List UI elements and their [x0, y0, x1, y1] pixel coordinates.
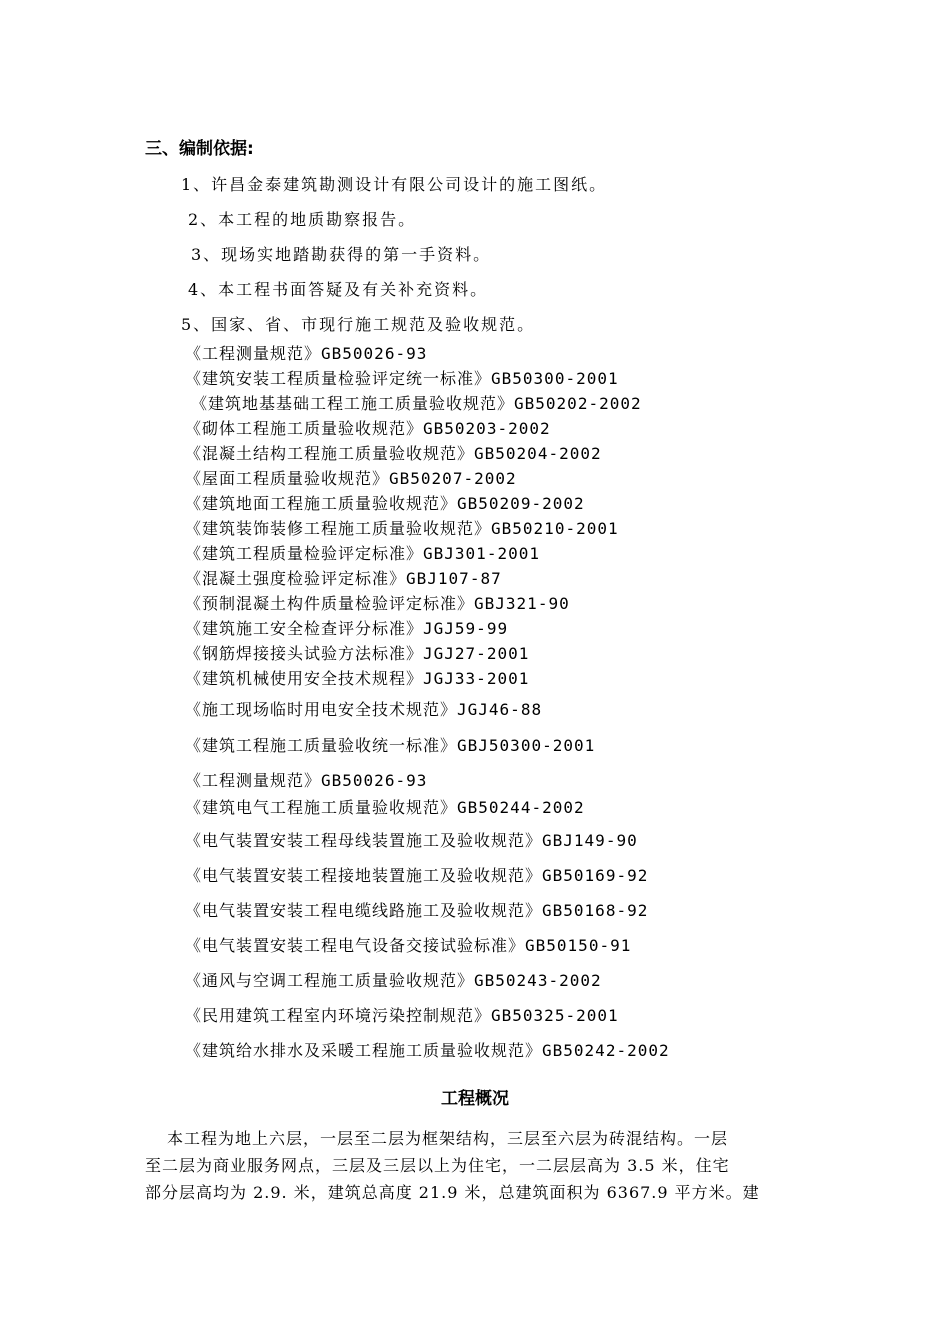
standard-name: 《建筑工程质量检验评定标准》: [185, 544, 424, 563]
standard-name: 《通风与空调工程施工质量验收规范》: [185, 971, 475, 990]
standard-code: GB50244-2002: [457, 798, 585, 817]
standard-name: 《电气装置安装工程接地装置施工及验收规范》: [185, 866, 543, 885]
basis-item: 5、国家、省、市现行施工规范及验收规范。: [181, 315, 536, 334]
standard-code: GB50207-2002: [389, 469, 517, 488]
standard-code: GBJ149-90: [542, 831, 638, 850]
standard-name: 《混凝土结构工程施工质量验收规范》: [185, 444, 475, 463]
standard-item: [185, 541, 540, 564]
standard-code: GB50203-2002: [423, 419, 551, 438]
standard-code: GB50242-2002: [542, 1041, 670, 1060]
standard-code: GB50210-2001: [491, 519, 619, 538]
standard-code: GB50026-93: [321, 771, 428, 790]
standard-item: [185, 491, 585, 514]
standard-name: 《建筑地面工程施工质量验收规范》: [185, 494, 458, 513]
standard-name: 《砌体工程施工质量验收规范》: [185, 419, 424, 438]
basis-item: 4、本工程书面答疑及有关补充资料。: [188, 280, 489, 299]
standard-item: [185, 898, 648, 921]
overview-line: 至二层为商业服务网点，三层及三层以上为住宅，一二层层高为 3.5 米，住宅: [145, 1156, 730, 1175]
standard-code: GB50204-2002: [474, 444, 602, 463]
standard-item: [185, 616, 508, 639]
standard-item: [185, 566, 502, 589]
standard-name: 《建筑机械使用安全技术规程》: [185, 669, 424, 688]
standard-code: JGJ46-88: [457, 700, 543, 719]
standard-code: GBJ50300-2001: [457, 736, 596, 755]
standard-code: GBJ107-87: [406, 569, 502, 588]
standard-item: [185, 968, 602, 991]
standard-item: [185, 416, 551, 439]
standard-code: GB50300-2001: [491, 369, 619, 388]
standard-name: 《建筑电气工程施工质量验收规范》: [185, 798, 458, 817]
overview-line: 部分层高均为 2.9. 米，建筑总高度 21.9 米，总建筑面积为 6367.9 平方米。建: [145, 1183, 760, 1202]
standard-item: [185, 1003, 619, 1026]
standard-item: [185, 516, 619, 539]
standard-code: GBJ321-90: [474, 594, 570, 613]
standard-name: 《建筑给水排水及采暖工程施工质量验收规范》: [185, 1041, 543, 1060]
standard-item: [185, 863, 648, 886]
standard-name: 《电气装置安装工程电缆线路施工及验收规范》: [185, 901, 543, 920]
standard-name: 《建筑地基基础工程工施工质量验收规范》: [191, 394, 515, 413]
section-title-overview: 工程概况: [441, 1089, 509, 1109]
standard-code: GBJ301-2001: [423, 544, 540, 563]
standard-item: [185, 828, 638, 851]
overview-line: 本工程为地上六层，一层至二层为框架结构，三层至六层为砖混结构。一层: [167, 1129, 729, 1148]
basis-item: 3、现场实地踏勘获得的第一手资料。: [191, 245, 492, 264]
standard-item: [185, 666, 529, 689]
standard-code: GB50150-91: [525, 936, 632, 955]
standard-code: JGJ33-2001: [423, 669, 530, 688]
overview-paragraph: [145, 1125, 810, 1206]
standard-code: GB50168-92: [542, 901, 649, 920]
standard-name: 《民用建筑工程室内环境污染控制规范》: [185, 1006, 492, 1025]
standard-code: GB50209-2002: [457, 494, 585, 513]
standard-item: [185, 768, 427, 791]
standard-item: [185, 366, 619, 389]
standard-name: 《建筑装饰装修工程施工质量验收规范》: [185, 519, 492, 538]
standard-name: 《建筑安装工程质量检验评定统一标准》: [185, 369, 492, 388]
basis-item: 1、许昌金泰建筑勘测设计有限公司设计的施工图纸。: [181, 175, 608, 194]
standard-code: GB50026-93: [321, 344, 428, 363]
standard-item: [185, 591, 570, 614]
standard-name: 《电气装置安装工程母线装置施工及验收规范》: [185, 831, 543, 850]
standard-code: GB50169-92: [542, 866, 649, 885]
standard-name: 《预制混凝土构件质量检验评定标准》: [185, 594, 475, 613]
section-heading-basis: 三、编制依据:: [145, 139, 254, 159]
standard-item: [185, 1038, 670, 1061]
standard-name: 《混凝土强度检验评定标准》: [185, 569, 407, 588]
standard-code: JGJ27-2001: [423, 644, 530, 663]
standard-name: 《屋面工程质量验收规范》: [185, 469, 390, 488]
standard-name: 《工程测量规范》: [185, 771, 322, 790]
standard-name: 《钢筋焊接接头试验方法标准》: [185, 644, 424, 663]
standard-item: [185, 697, 542, 720]
standard-name: 《工程测量规范》: [185, 344, 322, 363]
standard-name: 《建筑工程施工质量验收统一标准》: [185, 736, 458, 755]
standard-item: [191, 391, 642, 414]
basis-item: 2、本工程的地质勘察报告。: [188, 210, 417, 229]
standard-item: [185, 641, 529, 664]
standard-item: [185, 441, 602, 464]
standard-code: JGJ59-99: [423, 619, 509, 638]
standard-item: [185, 795, 585, 818]
standard-item: [185, 341, 427, 364]
standard-name: 《电气装置安装工程电气设备交接试验标准》: [185, 936, 526, 955]
standard-item: [185, 733, 595, 756]
standard-code: GB50243-2002: [474, 971, 602, 990]
standard-code: GB50202-2002: [514, 394, 642, 413]
standard-name: 《施工现场临时用电安全技术规范》: [185, 700, 458, 719]
standard-item: [185, 466, 517, 489]
standard-code: GB50325-2001: [491, 1006, 619, 1025]
standard-name: 《建筑施工安全检查评分标准》: [185, 619, 424, 638]
standard-item: [185, 933, 631, 956]
